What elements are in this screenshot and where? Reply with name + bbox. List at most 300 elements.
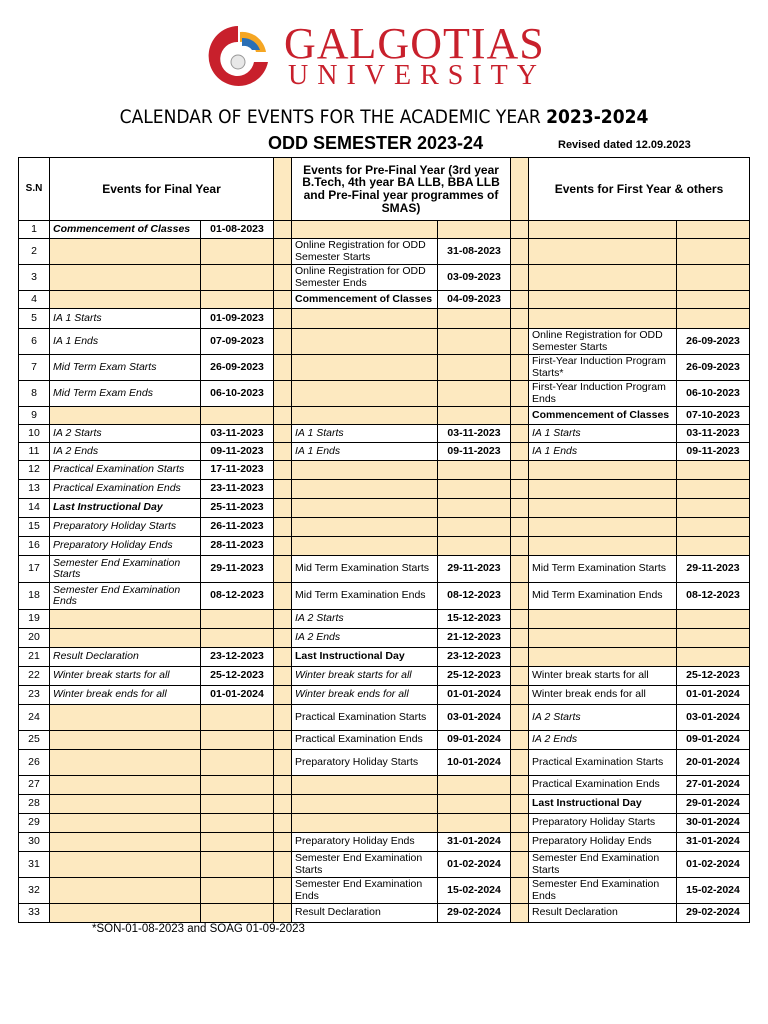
gap-cell <box>274 648 292 667</box>
event-name: Mid Term Examination Ends <box>529 583 677 610</box>
event-date: 25-11-2023 <box>201 499 274 518</box>
empty-event-cell <box>50 878 201 904</box>
event-date: 03-01-2024 <box>677 705 750 731</box>
event-date: 26-09-2023 <box>677 355 750 381</box>
table-row <box>19 329 750 355</box>
gap-cell <box>511 667 529 686</box>
row-number: 28 <box>19 795 50 814</box>
event-name: Result Declaration <box>50 648 201 667</box>
event-name: Practical Examination Ends <box>529 776 677 795</box>
empty-event-cell <box>292 814 438 833</box>
empty-event-cell <box>292 407 438 425</box>
event-name: Practical Examination Starts <box>292 705 438 731</box>
event-name: IA 2 Ends <box>50 443 201 461</box>
empty-date-cell <box>438 776 511 795</box>
gap-cell <box>274 705 292 731</box>
event-name: Winter break starts for all <box>292 667 438 686</box>
empty-date-cell <box>438 499 511 518</box>
footnote: *SON-01-08-2023 and SOAG 01-09-2023 <box>92 923 305 935</box>
table-header-row <box>19 158 750 221</box>
event-date: 03-11-2023 <box>201 425 274 443</box>
empty-date-cell <box>677 648 750 667</box>
empty-event-cell <box>50 776 201 795</box>
gap-cell <box>274 852 292 878</box>
empty-event-cell <box>292 776 438 795</box>
university-logo <box>202 19 574 91</box>
event-name: IA 2 Starts <box>529 705 677 731</box>
gap-cell <box>511 291 529 309</box>
empty-date-cell <box>201 750 274 776</box>
event-date: 28-11-2023 <box>201 537 274 556</box>
event-name: Winter break ends for all <box>50 686 201 705</box>
empty-date-cell <box>677 461 750 480</box>
events-calendar-table <box>18 157 750 923</box>
empty-event-cell <box>292 537 438 556</box>
empty-date-cell <box>438 221 511 239</box>
row-number: 32 <box>19 878 50 904</box>
empty-date-cell <box>201 239 274 265</box>
gap-cell <box>274 329 292 355</box>
gap-cell <box>274 814 292 833</box>
empty-date-cell <box>677 499 750 518</box>
table-row <box>19 309 750 329</box>
event-date: 07-10-2023 <box>677 407 750 425</box>
event-name: Last Instructional Day <box>50 499 201 518</box>
table-row <box>19 265 750 291</box>
event-name: IA 1 Ends <box>529 443 677 461</box>
event-date: 23-11-2023 <box>201 480 274 499</box>
event-name: Mid Term Examination Ends <box>292 583 438 610</box>
empty-date-cell <box>201 878 274 904</box>
empty-event-cell <box>50 610 201 629</box>
event-name: IA 2 Ends <box>292 629 438 648</box>
row-number: 3 <box>19 265 50 291</box>
event-date: 09-11-2023 <box>677 443 750 461</box>
row-number: 16 <box>19 537 50 556</box>
gap-cell <box>511 705 529 731</box>
event-date: 31-01-2024 <box>438 833 511 852</box>
event-date: 01-01-2024 <box>677 686 750 705</box>
event-date: 06-10-2023 <box>201 381 274 407</box>
event-name: First-Year Induction Program Starts* <box>529 355 677 381</box>
gap-cell <box>274 499 292 518</box>
event-name: Last Instructional Day <box>529 795 677 814</box>
row-number: 18 <box>19 583 50 610</box>
empty-date-cell <box>201 776 274 795</box>
table-row <box>19 443 750 461</box>
event-name: Practical Examination Starts <box>529 750 677 776</box>
empty-event-cell <box>292 309 438 329</box>
empty-date-cell <box>201 795 274 814</box>
event-name: Winter break starts for all <box>529 667 677 686</box>
empty-date-cell <box>438 461 511 480</box>
row-number: 11 <box>19 443 50 461</box>
empty-event-cell <box>529 461 677 480</box>
gap-cell <box>274 583 292 610</box>
empty-date-cell <box>677 309 750 329</box>
gap-cell <box>274 750 292 776</box>
event-name: Practical Examination Starts <box>50 461 201 480</box>
event-name: Preparatory Holiday Ends <box>292 833 438 852</box>
table-row <box>19 461 750 480</box>
event-name: Semester End Examination Ends <box>529 878 677 904</box>
row-number: 1 <box>19 221 50 239</box>
empty-date-cell <box>677 610 750 629</box>
logo-name: GALGOTIAS <box>284 19 545 68</box>
gap-cell <box>274 265 292 291</box>
event-date: 26-09-2023 <box>201 355 274 381</box>
event-date: 01-08-2023 <box>201 221 274 239</box>
table-row <box>19 667 750 686</box>
event-name: Preparatory Holiday Starts <box>529 814 677 833</box>
table-row <box>19 239 750 265</box>
gap-cell <box>511 648 529 667</box>
event-date: 25-12-2023 <box>201 667 274 686</box>
empty-event-cell <box>50 629 201 648</box>
gap-cell <box>274 629 292 648</box>
gap-cell <box>274 425 292 443</box>
event-name: IA 1 Starts <box>529 425 677 443</box>
row-number: 30 <box>19 833 50 852</box>
event-date: 09-01-2024 <box>677 731 750 750</box>
gap-cell <box>511 686 529 705</box>
empty-event-cell <box>292 355 438 381</box>
event-name: Mid Term Examination Starts <box>529 556 677 583</box>
table-row <box>19 610 750 629</box>
header-sn: S.N <box>19 158 50 221</box>
empty-event-cell <box>529 499 677 518</box>
row-number: 20 <box>19 629 50 648</box>
empty-date-cell <box>201 291 274 309</box>
gap-cell <box>511 425 529 443</box>
gap-cell <box>274 309 292 329</box>
row-number: 13 <box>19 480 50 499</box>
event-date: 04-09-2023 <box>438 291 511 309</box>
event-date: 31-08-2023 <box>438 239 511 265</box>
event-date: 09-11-2023 <box>438 443 511 461</box>
event-date: 08-12-2023 <box>677 583 750 610</box>
event-name: Practical Examination Ends <box>292 731 438 750</box>
event-date: 03-01-2024 <box>438 705 511 731</box>
event-date: 03-09-2023 <box>438 265 511 291</box>
empty-event-cell <box>50 291 201 309</box>
gap-cell <box>274 291 292 309</box>
gap-cell <box>511 833 529 852</box>
event-date: 20-01-2024 <box>677 750 750 776</box>
empty-date-cell <box>201 852 274 878</box>
gap-cell <box>274 667 292 686</box>
empty-event-cell <box>50 833 201 852</box>
empty-date-cell <box>438 795 511 814</box>
table-row <box>19 583 750 610</box>
event-name: Mid Term Exam Starts <box>50 355 201 381</box>
empty-date-cell <box>438 329 511 355</box>
event-name: Preparatory Holiday Starts <box>50 518 201 537</box>
event-name: Online Registration for ODD Semester Ends <box>292 265 438 291</box>
logo-subtitle: UNIVERSITY <box>288 60 546 91</box>
event-date: 23-12-2023 <box>438 648 511 667</box>
empty-event-cell <box>292 381 438 407</box>
gap-cell <box>274 610 292 629</box>
gap-cell <box>274 878 292 904</box>
empty-event-cell <box>50 239 201 265</box>
event-date: 15-02-2024 <box>438 878 511 904</box>
event-name: Result Declaration <box>292 904 438 923</box>
event-name: IA 1 Ends <box>50 329 201 355</box>
event-name: First-Year Induction Program Ends <box>529 381 677 407</box>
event-name: Last Instructional Day <box>292 648 438 667</box>
row-number: 24 <box>19 705 50 731</box>
gap-cell <box>274 518 292 537</box>
gap-cell <box>274 537 292 556</box>
table-row <box>19 499 750 518</box>
empty-event-cell <box>292 461 438 480</box>
gap-cell <box>511 583 529 610</box>
gap-cell <box>511 518 529 537</box>
table-row <box>19 381 750 407</box>
gap-cell <box>274 158 292 221</box>
empty-date-cell <box>201 833 274 852</box>
header-pre-final-year: Events for Pre-Final Year (3rd year B.Tech, 4th year BA LLB, BBA LLB and Pre-Final year programmes of SMAS) <box>292 158 511 221</box>
empty-event-cell <box>50 795 201 814</box>
gap-cell <box>274 461 292 480</box>
empty-event-cell <box>292 329 438 355</box>
gap-cell <box>274 381 292 407</box>
event-name: Preparatory Holiday Starts <box>292 750 438 776</box>
empty-event-cell <box>50 852 201 878</box>
row-number: 27 <box>19 776 50 795</box>
empty-date-cell <box>438 407 511 425</box>
gap-cell <box>274 221 292 239</box>
empty-event-cell <box>50 814 201 833</box>
table-row <box>19 705 750 731</box>
event-name: Commencement of Classes <box>50 221 201 239</box>
event-date: 25-12-2023 <box>677 667 750 686</box>
row-number: 22 <box>19 667 50 686</box>
gap-cell <box>274 239 292 265</box>
gap-cell <box>511 355 529 381</box>
empty-event-cell <box>292 221 438 239</box>
gap-cell <box>511 480 529 499</box>
table-row <box>19 537 750 556</box>
empty-date-cell <box>201 610 274 629</box>
event-date: 29-11-2023 <box>201 556 274 583</box>
header-final-year: Events for Final Year <box>50 158 274 221</box>
empty-event-cell <box>529 537 677 556</box>
event-name: IA 1 Starts <box>292 425 438 443</box>
title-text: CALENDAR OF EVENTS FOR THE ACADEMIC YEAR <box>119 106 547 128</box>
table-row <box>19 833 750 852</box>
gap-cell <box>511 461 529 480</box>
empty-event-cell <box>529 239 677 265</box>
event-name: Practical Examination Ends <box>50 480 201 499</box>
gap-cell <box>511 499 529 518</box>
table-row <box>19 795 750 814</box>
event-date: 08-12-2023 <box>438 583 511 610</box>
event-date: 17-11-2023 <box>201 461 274 480</box>
table-row <box>19 407 750 425</box>
event-date: 03-11-2023 <box>677 425 750 443</box>
empty-date-cell <box>201 904 274 923</box>
row-number: 33 <box>19 904 50 923</box>
row-number: 6 <box>19 329 50 355</box>
event-date: 01-01-2024 <box>438 686 511 705</box>
page-title <box>0 106 768 128</box>
gap-cell <box>511 329 529 355</box>
event-date: 15-12-2023 <box>438 610 511 629</box>
event-date: 01-02-2024 <box>677 852 750 878</box>
gap-cell <box>511 904 529 923</box>
row-number: 26 <box>19 750 50 776</box>
event-date: 09-11-2023 <box>201 443 274 461</box>
row-number: 8 <box>19 381 50 407</box>
row-number: 10 <box>19 425 50 443</box>
row-number: 12 <box>19 461 50 480</box>
table-row <box>19 291 750 309</box>
event-name: Online Registration for ODD Semester Starts <box>529 329 677 355</box>
gap-cell <box>274 480 292 499</box>
event-date: 26-11-2023 <box>201 518 274 537</box>
title-year: 2023-2024 <box>546 106 649 128</box>
event-name: Commencement of Classes <box>292 291 438 309</box>
event-date: 31-01-2024 <box>677 833 750 852</box>
row-number: 17 <box>19 556 50 583</box>
empty-event-cell <box>50 407 201 425</box>
empty-date-cell <box>677 239 750 265</box>
table-row <box>19 904 750 923</box>
event-date: 29-11-2023 <box>438 556 511 583</box>
event-name: Semester End Examination Ends <box>50 583 201 610</box>
event-name: IA 2 Ends <box>529 731 677 750</box>
empty-event-cell <box>529 221 677 239</box>
empty-date-cell <box>677 265 750 291</box>
empty-date-cell <box>201 705 274 731</box>
empty-event-cell <box>529 629 677 648</box>
gap-cell <box>511 814 529 833</box>
empty-event-cell <box>529 309 677 329</box>
table-row <box>19 221 750 239</box>
gap-cell <box>511 795 529 814</box>
gap-cell <box>511 407 529 425</box>
gap-cell <box>511 852 529 878</box>
event-name: Mid Term Examination Starts <box>292 556 438 583</box>
event-date: 29-11-2023 <box>677 556 750 583</box>
table-row <box>19 814 750 833</box>
empty-event-cell <box>50 904 201 923</box>
event-date: 03-11-2023 <box>438 425 511 443</box>
event-date: 01-09-2023 <box>201 309 274 329</box>
empty-event-cell <box>529 610 677 629</box>
header-first-year: Events for First Year & others <box>529 158 750 221</box>
logo-emblem-icon <box>202 22 274 90</box>
gap-cell <box>511 221 529 239</box>
event-date: 29-02-2024 <box>438 904 511 923</box>
table-row <box>19 518 750 537</box>
table-row <box>19 776 750 795</box>
row-number: 14 <box>19 499 50 518</box>
empty-date-cell <box>201 407 274 425</box>
table-row <box>19 852 750 878</box>
empty-date-cell <box>677 480 750 499</box>
event-name: Semester End Examination Ends <box>292 878 438 904</box>
row-number: 4 <box>19 291 50 309</box>
event-name: IA 2 Starts <box>292 610 438 629</box>
table-row <box>19 648 750 667</box>
gap-cell <box>274 407 292 425</box>
gap-cell <box>511 265 529 291</box>
row-number: 31 <box>19 852 50 878</box>
event-date: 08-12-2023 <box>201 583 274 610</box>
table-row <box>19 556 750 583</box>
empty-date-cell <box>438 518 511 537</box>
gap-cell <box>511 731 529 750</box>
table-row <box>19 750 750 776</box>
gap-cell <box>511 381 529 407</box>
event-name: IA 1 Ends <box>292 443 438 461</box>
table-row <box>19 878 750 904</box>
gap-cell <box>511 750 529 776</box>
semester-title: ODD SEMESTER 2023-24 <box>268 133 484 153</box>
empty-event-cell <box>529 265 677 291</box>
revised-date: Revised dated 12.09.2023 <box>558 139 691 151</box>
event-date: 21-12-2023 <box>438 629 511 648</box>
gap-cell <box>511 878 529 904</box>
gap-cell <box>274 686 292 705</box>
row-number: 9 <box>19 407 50 425</box>
event-date: 10-01-2024 <box>438 750 511 776</box>
gap-cell <box>274 776 292 795</box>
gap-cell <box>511 629 529 648</box>
event-name: Preparatory Holiday Ends <box>529 833 677 852</box>
empty-date-cell <box>201 265 274 291</box>
empty-event-cell <box>529 291 677 309</box>
empty-date-cell <box>438 480 511 499</box>
row-number: 23 <box>19 686 50 705</box>
event-name: Result Declaration <box>529 904 677 923</box>
event-name: Semester End Examination Starts <box>529 852 677 878</box>
empty-date-cell <box>201 814 274 833</box>
event-date: 29-01-2024 <box>677 795 750 814</box>
gap-cell <box>511 158 529 221</box>
empty-date-cell <box>677 629 750 648</box>
event-date: 25-12-2023 <box>438 667 511 686</box>
empty-date-cell <box>201 731 274 750</box>
event-date: 29-02-2024 <box>677 904 750 923</box>
event-name: Preparatory Holiday Ends <box>50 537 201 556</box>
gap-cell <box>274 355 292 381</box>
empty-event-cell <box>292 518 438 537</box>
event-name: IA 2 Starts <box>50 425 201 443</box>
event-date: 09-01-2024 <box>438 731 511 750</box>
empty-date-cell <box>438 355 511 381</box>
empty-event-cell <box>529 648 677 667</box>
table-row <box>19 480 750 499</box>
event-name: Semester End Examination Starts <box>50 556 201 583</box>
gap-cell <box>274 556 292 583</box>
event-date: 27-01-2024 <box>677 776 750 795</box>
event-name: Winter break ends for all <box>529 686 677 705</box>
event-name: Winter break ends for all <box>292 686 438 705</box>
empty-date-cell <box>677 537 750 556</box>
empty-event-cell <box>529 480 677 499</box>
gap-cell <box>274 833 292 852</box>
empty-event-cell <box>50 705 201 731</box>
gap-cell <box>511 443 529 461</box>
event-date: 06-10-2023 <box>677 381 750 407</box>
row-number: 25 <box>19 731 50 750</box>
empty-event-cell <box>292 480 438 499</box>
gap-cell <box>274 443 292 461</box>
